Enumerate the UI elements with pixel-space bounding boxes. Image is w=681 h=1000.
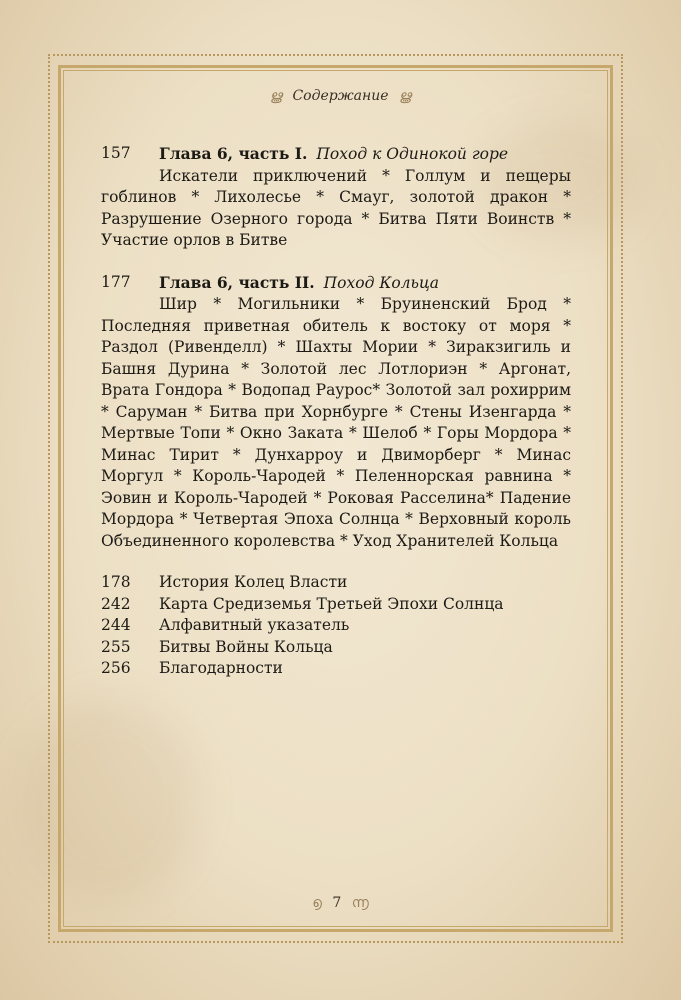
toc-entry [101,272,571,553]
chapter-description: Искатели приключений * Голлум и пещеры гоблинов * Лихолесье * Смауг, золотой дракон * Разрушение Озерного города * Битва Пяти Воинств * Участие орлов в Битве [101,166,571,249]
list-item [101,572,571,594]
page-number: 244 [101,616,131,634]
list-item [101,594,571,616]
list-item-title: Благодарности [159,659,283,677]
toc-list [101,572,571,680]
page-title: Содержание [292,88,389,104]
list-item [101,615,571,637]
flourish-left-icon: ൭ [312,895,322,911]
table-of-contents [101,143,571,680]
page-number: 256 [101,659,131,677]
chapter-subtitle: Поход Кольца [323,273,440,292]
page-number: 157 [101,144,131,162]
chapter-label: Глава 6, часть II. [159,272,315,292]
page-footer [0,895,681,911]
list-item-title: Карта Средиземья Третьей Эпохи Солнца [159,594,504,613]
list-item [101,637,571,659]
flourish-left-icon: ൠ [269,88,283,104]
page-number: 178 [101,573,131,591]
page-number: 255 [101,637,131,656]
list-item-title: Битвы Войны Кольца [159,637,333,656]
list-item-title: История Колец Власти [159,573,348,591]
page-number: 242 [101,594,131,613]
page-header [0,88,681,104]
toc-entry [101,143,571,252]
flourish-right-icon: ൬ [351,895,369,911]
chapter-description: Шир * Могильники * Бруиненский Брод * Последняя приветная обитель к востоку от моря * Раздол (Ривенделл) * Шахты Мории * Зиракзигиль и Башня Дурина * Золотой лес Лотлориэн * Аргонат, Врата Гондора * Водопад Раурос* Золотой зал рохиррим * Саруман * Битва при Хорнбурге * Стены Изенгарда * Мертвые Топи * Окно Заката * Шелоб * Горы Мордора * Минас Тирит * Дунхарроу и Двиморберг * Минас Моргул * Король-Чародей * Пеленнорская равнина * Эовин и Король-Чародей * Роковая Расселина* Падение Мордора * Четвертая Эпоха Солнца * Верховный король Объединенного королевства * Уход Хранителей Кольца [101,295,571,550]
list-item [101,658,571,680]
folio-number: 7 [332,895,342,911]
chapter-subtitle: Поход к Одинокой горе [316,145,509,163]
page-number: 177 [101,272,131,291]
flourish-right-icon: ൠ [398,88,412,104]
chapter-label: Глава 6, часть I. [159,144,308,163]
list-item-title: Алфавитный указатель [159,616,350,634]
